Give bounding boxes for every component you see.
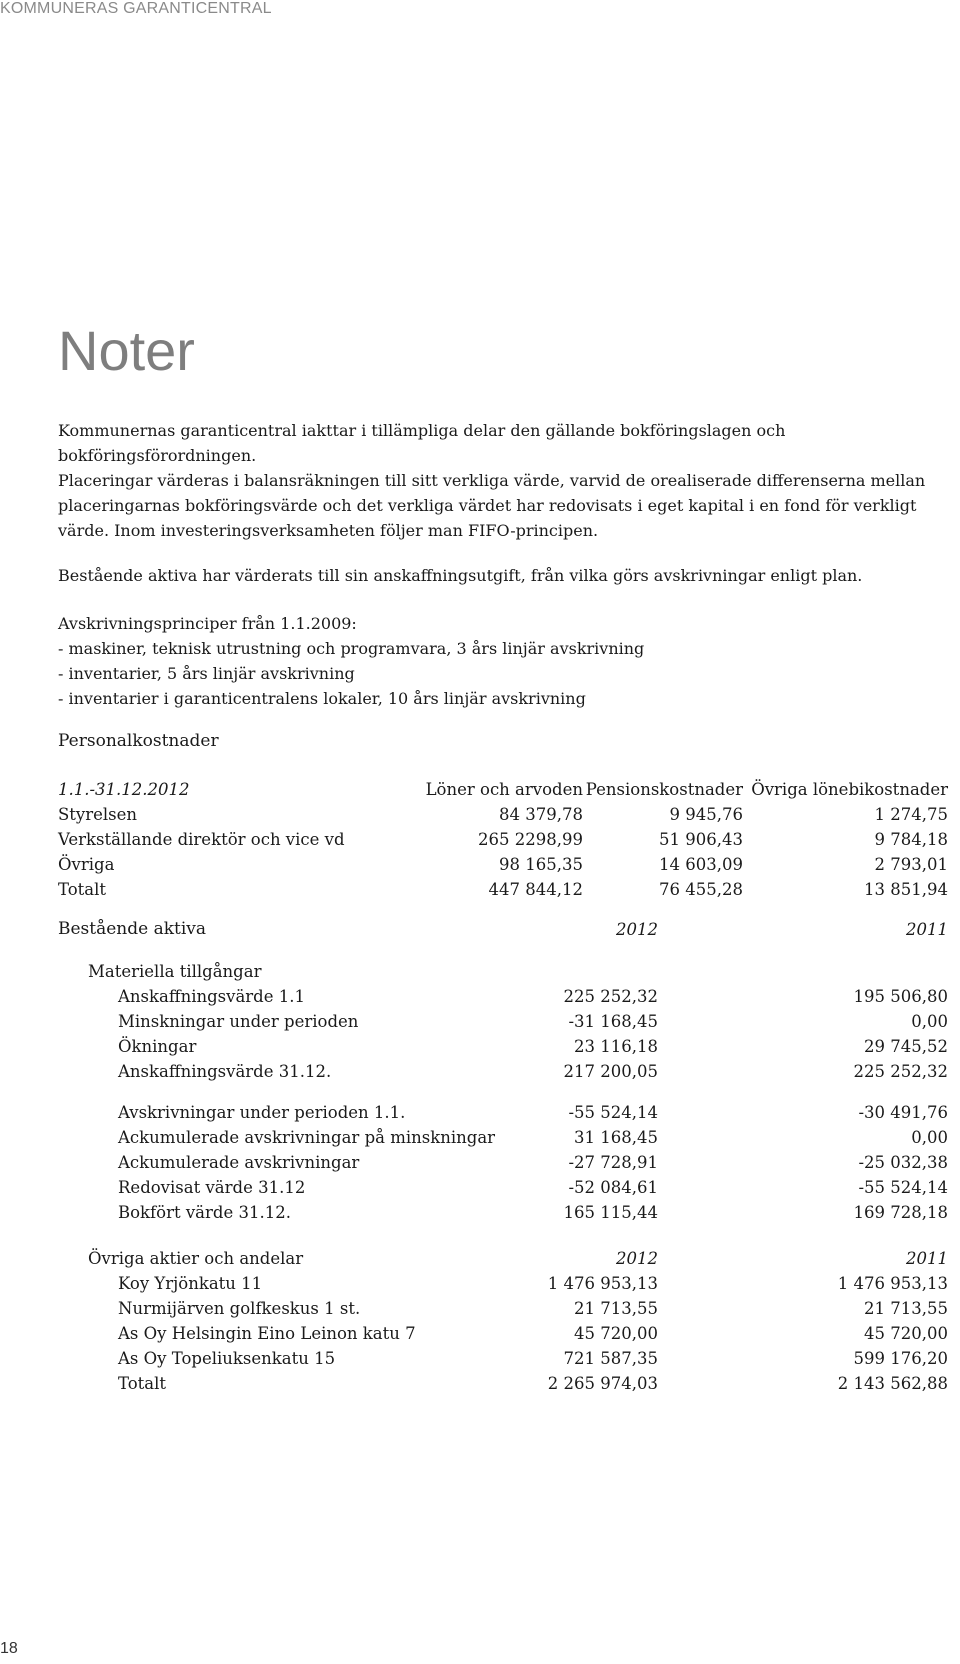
row-label: As Oy Helsingin Eino Leinon katu 7	[118, 1324, 416, 1343]
cell-value: 1 476 953,13	[547, 1274, 658, 1293]
cell-value: -31 168,45	[568, 1012, 658, 1031]
row-label: Anskaffningsvärde 31.12.	[118, 1062, 332, 1081]
total-value: 76 455,28	[659, 880, 743, 899]
cell-value: 0,00	[911, 1128, 948, 1147]
row-label: Verkställande direktör och vice vd	[58, 830, 345, 849]
row-label: Styrelsen	[58, 805, 138, 824]
cell-value: 165 115,44	[563, 1203, 658, 1222]
total-value: 13 851,94	[864, 880, 948, 899]
total-value: 447 844,12	[488, 880, 583, 899]
depreciation-principles	[58, 611, 948, 711]
column-header: Löner och arvoden	[425, 780, 583, 799]
table-row	[58, 1100, 948, 1125]
page-number: 18	[0, 1640, 18, 1657]
table-row	[58, 1296, 948, 1321]
cell-value: 0,00	[911, 1012, 948, 1031]
cell-value: -55 524,14	[858, 1178, 948, 1197]
cell-value: 14 603,09	[659, 855, 743, 874]
depreciation-item: - inventarier i garanticentralens lokaler, 10 års linjär avskrivning	[58, 689, 586, 708]
table-row	[58, 1150, 948, 1175]
total-label: Totalt	[58, 880, 107, 899]
valuation-paragraph	[58, 468, 948, 543]
cell-value: 265 2298,99	[478, 830, 583, 849]
row-label: Minskningar under perioden	[118, 1012, 359, 1031]
cell-value: 29 745,52	[864, 1037, 948, 1056]
row-label: Bokfört värde 31.12.	[118, 1203, 291, 1222]
depreciation-rows	[58, 1100, 948, 1225]
table-row	[58, 984, 948, 1009]
cell-value: 9 945,76	[669, 805, 743, 824]
period-label: 1.1.-31.12.2012	[58, 780, 190, 799]
column-header: Övriga lönebikostnader	[751, 780, 948, 799]
row-label: Ackumulerade avskrivningar på minskningar	[118, 1128, 496, 1147]
section-label: Övriga aktier och andelar	[88, 1249, 304, 1268]
cell-value: -25 032,38	[858, 1153, 948, 1172]
cell-value: 225 252,32	[853, 1062, 948, 1081]
cell-value: 23 116,18	[574, 1037, 658, 1056]
fixed-assets-heading: Bestående aktiva	[58, 919, 207, 939]
personnel-heading: Personalkostnader	[58, 731, 219, 751]
section-label: Materiella tillgångar	[88, 962, 262, 981]
row-label: Redovisat värde 31.12	[118, 1178, 306, 1197]
cell-value: 45 720,00	[864, 1324, 948, 1343]
cell-value: 84 379,78	[499, 805, 583, 824]
cell-value: 21 713,55	[864, 1299, 948, 1318]
row-label: Anskaffningsvärde 1.1	[118, 987, 305, 1006]
cell-value: 225 252,32	[563, 987, 658, 1006]
tangible-assets	[58, 959, 948, 1084]
cell-value: 9 784,18	[874, 830, 948, 849]
year-header: 2012	[616, 1249, 658, 1268]
total-label: Totalt	[118, 1374, 167, 1393]
cell-value: 1 274,75	[874, 805, 948, 824]
year-header: 2011	[906, 920, 948, 939]
table-row	[58, 1125, 948, 1150]
cell-value: -30 491,76	[858, 1103, 948, 1122]
cell-value: 98 165,35	[499, 855, 583, 874]
depreciation-title: Avskrivningsprinciper från 1.1.2009:	[58, 614, 357, 633]
total-row	[58, 1371, 948, 1396]
cell-value: 599 176,20	[853, 1349, 948, 1368]
table-row	[58, 852, 948, 877]
section-label-row	[58, 959, 948, 984]
total-row	[58, 877, 948, 902]
depreciation-item: - maskiner, teknisk utrustning och programvara, 3 års linjär avskrivning	[58, 639, 645, 658]
table-row	[58, 1271, 948, 1296]
total-value: 2 265 974,03	[547, 1374, 658, 1393]
assets-paragraph	[58, 563, 948, 588]
paragraph-1: Kommunernas garanticentral iakttar i tillämpliga delar den gällande bokföringslagen och bokföringsförordningen.	[58, 421, 786, 465]
cell-value: -55 524,14	[568, 1103, 658, 1122]
year-header: 2012	[616, 920, 658, 939]
intro-paragraph	[58, 418, 948, 468]
cell-value: 217 200,05	[563, 1062, 658, 1081]
running-header: KOMMUNERAS GARANTICENTRAL	[0, 0, 272, 17]
paragraph-2: Placeringar värderas i balansräkningen till sitt verkliga värde, varvid de orealiserade differenserna mellan placeringarnas bokföringsvärde och det verkliga värdet har redovisats i eget kapital i en fond för verkligt värde. Inom investeringsverksamheten följer man FIFO-principen.	[58, 471, 926, 540]
cell-value: -27 728,91	[568, 1153, 658, 1172]
table-row	[58, 1321, 948, 1346]
fixed-assets-table	[58, 917, 948, 942]
section-label-row	[58, 1246, 948, 1271]
cell-value: 721 587,35	[563, 1349, 658, 1368]
row-label: Avskrivningar under perioden 1.1.	[118, 1103, 406, 1122]
table-row	[58, 1009, 948, 1034]
row-label: Ackumulerade avskrivningar	[118, 1153, 360, 1172]
table-row	[58, 827, 948, 852]
paragraph-3: Bestående aktiva har värderats till sin anskaffningsutgift, från vilka görs avskrivningar enligt plan.	[58, 566, 863, 585]
table-row	[58, 802, 948, 827]
row-label: Ökningar	[118, 1037, 197, 1056]
row-label: Koy Yrjönkatu 11	[118, 1274, 263, 1293]
cell-value: 2 793,01	[874, 855, 948, 874]
cell-value: 45 720,00	[574, 1324, 658, 1343]
row-label: Nurmijärven golfkeskus 1 st.	[118, 1299, 361, 1318]
cell-value: 1 476 953,13	[837, 1274, 948, 1293]
cell-value: 51 906,43	[659, 830, 743, 849]
table-row	[58, 1346, 948, 1371]
table-row	[58, 1034, 948, 1059]
total-value: 2 143 562,88	[837, 1374, 948, 1393]
shares-table	[58, 1246, 948, 1396]
table-row	[58, 1175, 948, 1200]
table-row	[58, 1059, 948, 1084]
fixed-assets-header-row	[58, 917, 948, 942]
cell-value: 21 713,55	[574, 1299, 658, 1318]
cell-value: 31 168,45	[574, 1128, 658, 1147]
cell-value: 195 506,80	[853, 987, 948, 1006]
year-header: 2011	[906, 1249, 948, 1268]
column-header: Pensionskostnader	[585, 780, 743, 799]
page-title: Noter	[58, 319, 195, 382]
depreciation-item: - inventarier, 5 års linjär avskrivning	[58, 664, 355, 683]
table-header-row	[58, 777, 948, 802]
personnel-table	[58, 777, 948, 902]
table-row	[58, 1200, 948, 1225]
cell-value: 169 728,18	[853, 1203, 948, 1222]
cell-value: -52 084,61	[568, 1178, 658, 1197]
row-label: Övriga	[58, 855, 115, 874]
row-label: As Oy Topeliuksenkatu 15	[118, 1349, 336, 1368]
